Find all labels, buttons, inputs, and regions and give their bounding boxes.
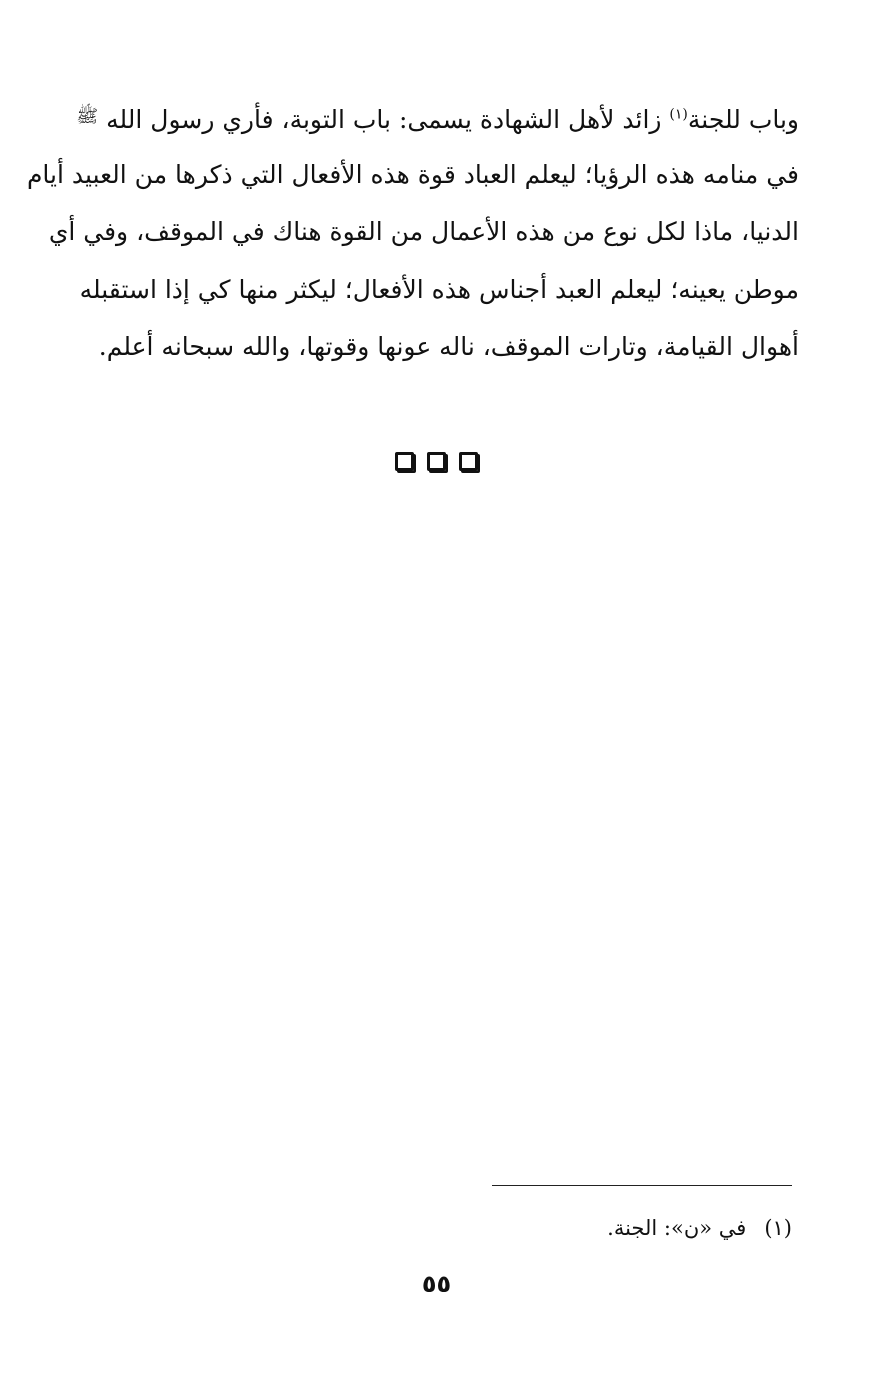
footnote (607, 1208, 792, 1248)
text-line-3: الدنيا، ماذا لكل نوع من هذه الأعمال من القوة هناك في الموقف، وفي أي (48, 217, 799, 246)
text-line-4: موطن يعينه؛ ليعلم العبد أجناس هذه الأفعال؛ ليكثر منها كي إذا استقبله (79, 274, 799, 304)
honorific-symbol: ﷺ (76, 106, 99, 127)
section-separator (0, 452, 873, 471)
footnote-reference[interactable]: (١) (669, 106, 688, 123)
separator-square-icon (395, 452, 414, 471)
text-line-2: في منامه هذه الرؤيا؛ ليعلم العباد قوة هذه الأفعال التي ذكرها من العبيد أيام (26, 159, 799, 189)
main-text (26, 88, 799, 376)
footnote-divider (492, 1185, 792, 1186)
page-number: ٥٥ (421, 1270, 452, 1298)
footnote-number: (١) (764, 1216, 792, 1240)
text-line-1-rest: زائد لأهل الشهادة يسمى: باب التوبة، فأري رسول الله (98, 105, 670, 134)
text-line-1 (78, 88, 799, 146)
separator-square-icon (459, 452, 478, 471)
text-line-1-start: وباب للجنة (687, 105, 799, 134)
separator-square-icon (427, 452, 446, 471)
text-line-5: أهوال القيامة، وتارات الموقف، ناله عونها وقوتها، والله سبحانه أعلم. (98, 332, 799, 361)
footnote-text: في «ن»: الجنة. (607, 1216, 747, 1240)
